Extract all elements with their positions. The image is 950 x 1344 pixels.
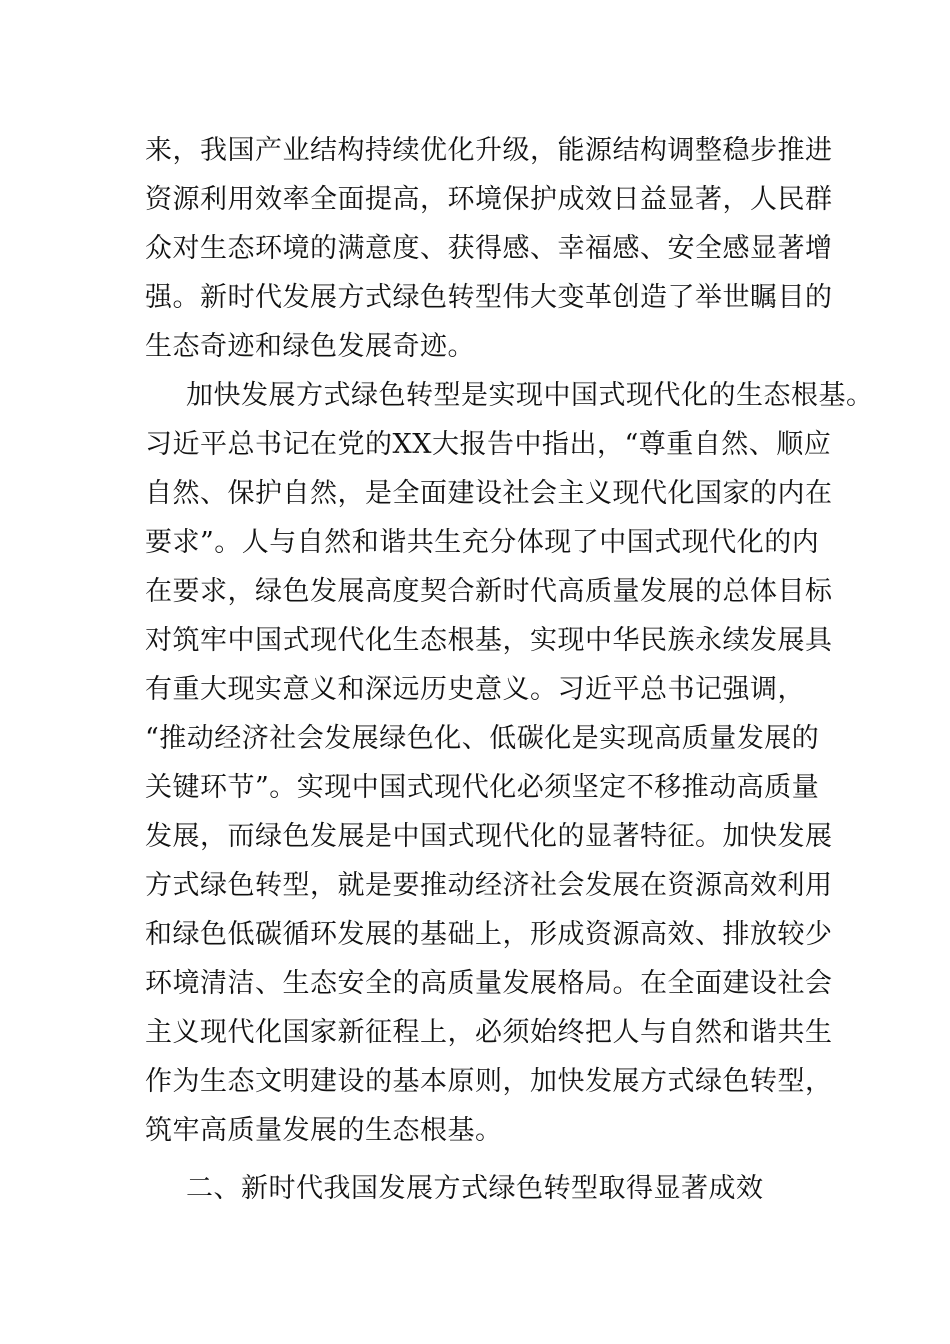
text-line: 来，我国产业结构持续优化升级，能源结构调整稳步推进 [145,135,833,166]
text-line: 方式绿色转型，就是要推动经济社会发展在资源高效利用 [145,870,833,901]
text-line: 作为生态文明建设的基本原则，加快发展方式绿色转型， [145,1066,833,1097]
text-line: 关键环节”。实现中国式现代化必须坚定不移推动高质量 [145,772,820,803]
text-line: 对筑牢中国式现代化生态根基，实现中华民族永续发展具 [145,625,833,656]
text-line: 生态奇迹和绿色发展奇迹。 [145,331,475,362]
text-line: “推动经济社会发展绿色化、低碳化是实现高质量发展的 [145,723,820,754]
text-line: 自然、保护自然，是全面建设社会主义现代化国家的内在 [145,478,833,509]
text-line: 环境清洁、生态安全的高质量发展格局。在全面建设社会 [145,968,833,999]
text-line: 强。新时代发展方式绿色转型伟大变革创造了举世瞩目的 [145,282,833,313]
paragraph-first-line: 加快发展方式绿色转型是实现中国式现代化的生态根基。 [186,380,874,411]
text-line: 有重大现实意义和深远历史意义。习近平总书记强调， [145,674,805,705]
text-line: 主义现代化国家新征程上，必须始终把人与自然和谐共生 [145,1017,833,1048]
text-line: 要求”。人与自然和谐共生充分体现了中国式现代化的内 [145,527,820,558]
text-line: 和绿色低碳循环发展的基础上，形成资源高效、排放较少 [145,919,833,950]
text-line: 筑牢高质量发展的生态根基。 [145,1115,503,1146]
text-line: 在要求，绿色发展高度契合新时代高质量发展的总体目标 [145,576,833,607]
text-line: 资源利用效率全面提高，环境保护成效日益显著，人民群 [145,184,833,215]
text-line: 发展，而绿色发展是中国式现代化的显著特征。加快发展 [145,821,833,852]
text-line: 习近平总书记在党的XX大报告中指出，“尊重自然、顺应 [145,429,832,460]
section-heading: 二、新时代我国发展方式绿色转型取得显著成效 [186,1173,764,1204]
text-line: 众对生态环境的满意度、获得感、幸福感、安全感显著增 [145,233,833,264]
